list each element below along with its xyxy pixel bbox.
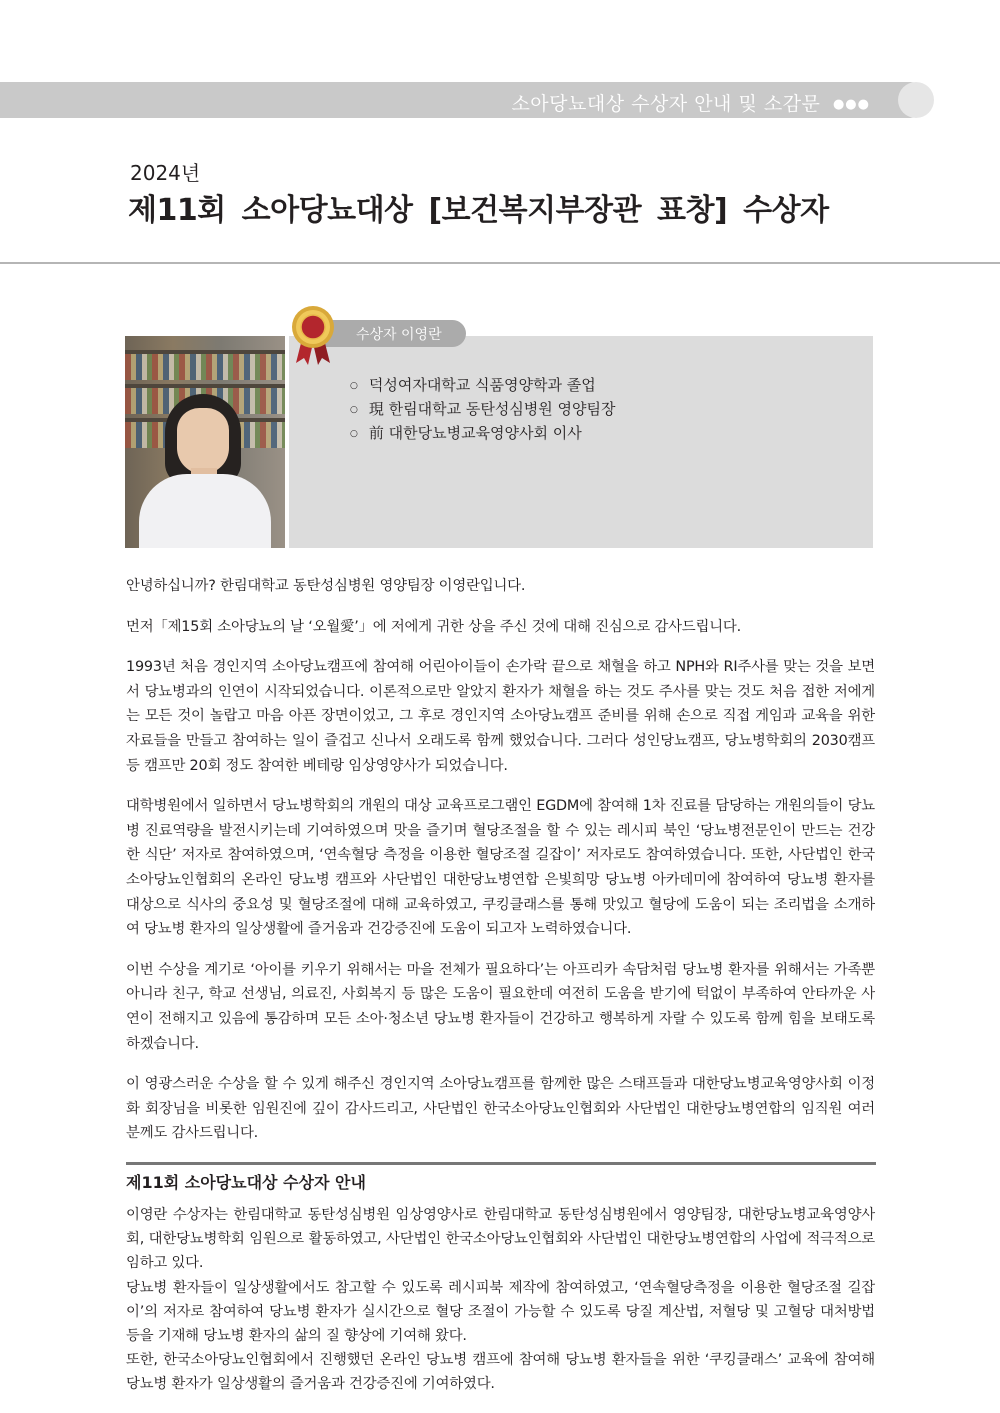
section-header [511, 89, 870, 116]
speech-paragraph: 대학병원에서 일하면서 당뇨병학회의 개원의 대상 교육프로그램인 EGDM에 참여해 1차 진료를 담당하는 개원의들이 당뇨병 진료역량을 발전시키는데 기여하였으며 맛을 즐기며 혈당조절을 할 수 있는 레시피 북인 ‘당뇨병전문인이 만드는 건강한 식단’ 저자로 참여하였으며, ‘연속혈당 측정을 이용한 혈당조절 길잡이’ 저자로도 참여하였습니다. 또한, 사단법인 한국소아당뇨인협회의 온라인 당뇨병 캠프와 사단법인 대한당뇨병연합 은빛희망 당뇨병 아카데미에 참여하여 당뇨병 환자를 대상으로 식사의 중요성 및 혈당조절에 대해 교육하였고, 쿠킹클래스를 통해 맛있고 혈당에 도움이 되는 조리법을 소개하여 당뇨병 환자의 일상생활에 즐거움과 건강증진에 도움이 되고자 노력하였습니다. [126, 798, 875, 938]
awardee-photo [125, 336, 285, 548]
section-header-title: 소아당뇨대상 수상자 안내 및 소감문 [511, 93, 821, 115]
title-divider [0, 262, 1000, 264]
awardee-name-label: 수상자 이영란 [356, 327, 442, 343]
speech-paragraph: 먼저「제15회 소아당뇨의 날 ‘오월愛’」에 저에게 귀한 상을 주신 것에 대해 진심으로 감사드립니다. [126, 618, 741, 635]
credentials-list [350, 374, 616, 446]
credential-item: ○ 現 한림대학교 동탄성심병원 영양팀장 [350, 400, 616, 418]
info-paragraph: 이영란 수상자는 한림대학교 동탄성심병원 임상영양사로 한림대학교 동탄성심병원에서 영양팀장, 대한당뇨병교육영양사회, 대한당뇨병학회 임원으로 활동하였고, 사단법인 한국소아당뇨인협회와 사단법인 대한당뇨병연합의 사업에 적극적으로 임하고 있다. [126, 1207, 875, 1272]
bullet-icon: ○ [350, 381, 358, 391]
section-divider [126, 1162, 876, 1165]
info-paragraph: 또한, 한국소아당뇨인협회에서 진행했던 온라인 당뇨병 캠프에 참여해 당뇨병 환자들을 위한 ‘쿠킹클래스’ 교육에 참여해 당뇨병 환자가 일상생활의 즐거움과 건강증진에 기여하였다. [126, 1352, 875, 1393]
photo-books [125, 354, 285, 380]
speech-paragraph: 이 영광스러운 수상을 할 수 있게 해주신 경인지역 소아당뇨캠프를 함께한 많은 스태프들과 대한당뇨병교육영양사회 이정화 회장님을 비롯한 임원진에 깊이 감사드리고, 사단법인 한국소아당뇨인협회와 사단법인 대한당뇨병연합의 임직원 여러분께도 감사드립니다. [126, 1076, 875, 1142]
acceptance-speech [126, 574, 875, 1162]
speech-paragraph: 이번 수상을 계기로 ‘아이를 키우기 위해서는 마을 전체가 필요하다’는 아프리카 속담처럼 당뇨병 환자를 위해서는 가족뿐 아니라 친구, 학교 선생님, 의료진, 사회복지 등 많은 도움이 필요한데 여전히 도움을 받기에 턱없이 부족하여 안타까운 사연이 전해지고 있음에 통감하며 모든 소아·청소년 당뇨병 환자들이 건강하고 행복하게 자랄 수 있도록 함께 힘을 보태도록 하겠습니다. [126, 961, 875, 1052]
award-medal-icon [290, 305, 336, 367]
photo-person-coat [139, 474, 271, 548]
awardee-name-pill [320, 320, 466, 347]
bullet-icon: ○ [350, 405, 358, 415]
header-dots: ●●● [832, 97, 870, 112]
header-band-cap [898, 82, 934, 118]
photo-person-face [177, 408, 229, 474]
credential-item: ○ 덕성여자대학교 식품영양학과 졸업 [350, 376, 596, 394]
info-section-title: 제11회 소아당뇨대상 수상자 안내 [126, 1173, 366, 1192]
credential-item: ○ 前 대한당뇨병교육영양사회 이사 [350, 424, 582, 442]
award-year: 2024년 [130, 161, 201, 185]
page-title: 제11회 소아당뇨대상 [보건복지부장관 표창] 수상자 [128, 193, 829, 228]
speech-paragraph: 안녕하십니까? 한림대학교 동탄성심병원 영양팀장 이영란입니다. [126, 578, 526, 594]
info-section-body [126, 1203, 875, 1397]
info-paragraph: 당뇨병 환자들이 일상생활에서도 참고할 수 있도록 레시피북 제작에 참여하였고, ‘연속혈당측정을 이용한 혈당조절 길잡이’의 저자로 참여하여 당뇨병 환자가 실시간으로 혈당 조절이 가능할 수 있도록 당질 계산법, 저혈당 및 고혈당 대처방법 등을 기재해 당뇨병 환자의 삶의 질 향상에 기여해 왔다. [126, 1279, 875, 1345]
bullet-icon: ○ [350, 429, 358, 439]
speech-paragraph: 1993년 처음 경인지역 소아당뇨캠프에 참여해 어린아이들이 손가락 끝으로 채혈을 하고 NPH와 RI주사를 맞는 것을 보면서 당뇨병과의 인연이 시작되었습니다. 이론적으로만 알았지 환자가 채혈을 하는 것도 주사를 맞는 것도 처음 접한 저에게는 모든 것이 놀랍고 마음 아픈 장면이었고, 그 후로 경인지역 소아당뇨캠프 준비를 위해 손으로 직접 게임과 교육을 위한 자료들을 만들고 참여하는 일이 즐겁고 신나서 오래도록 함께 했었습니다. 그러다 성인당뇨캠프, 당뇨병학회의 2030캠프 등 캠프만 20회 정도 참여한 베테랑 임상영양사가 되었습니다. [126, 659, 875, 774]
